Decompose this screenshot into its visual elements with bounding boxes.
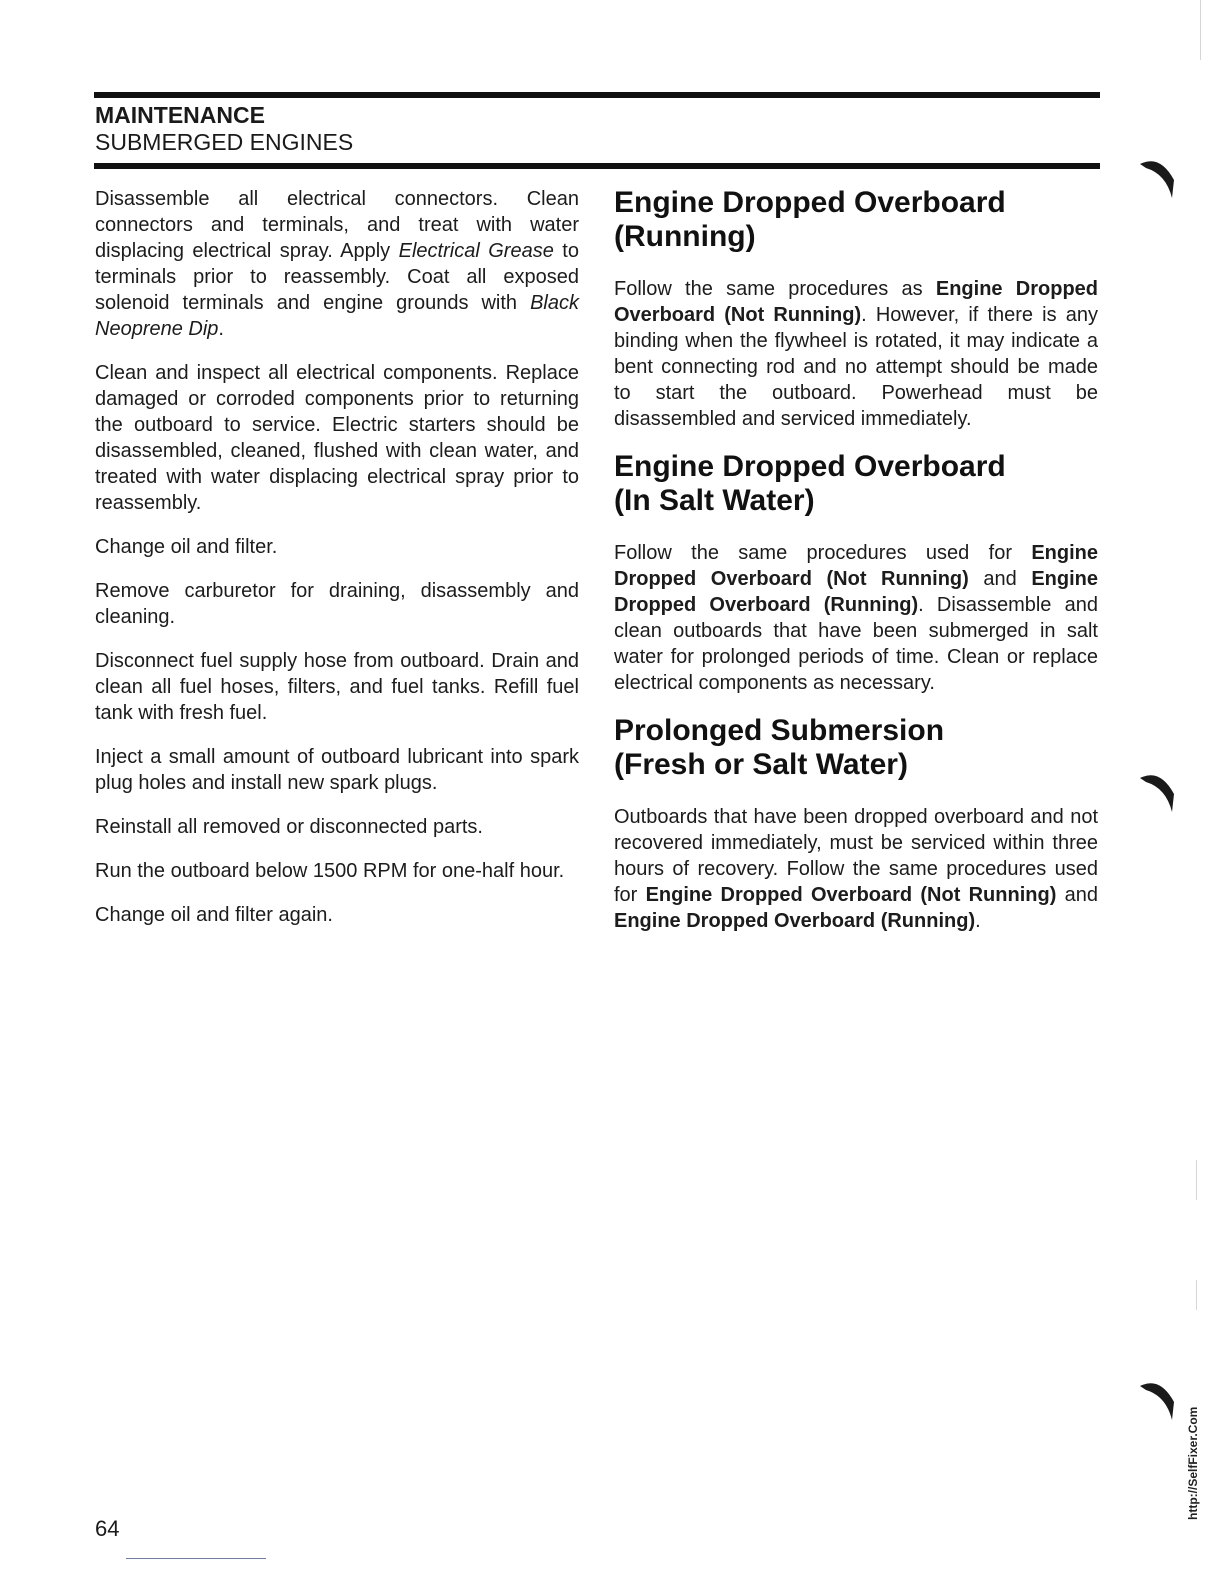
procedure-section	[614, 450, 1098, 696]
section-heading-line: (Running)	[614, 220, 756, 253]
text-run: and	[1056, 884, 1098, 906]
text-run: Change oil and filter again.	[95, 904, 333, 926]
body-paragraph	[95, 578, 579, 630]
text-run: Inject a small amount of outboard lubricant into spark plug holes and install new spark plugs.	[95, 746, 579, 794]
header-rule-bottom	[94, 163, 1100, 169]
body-paragraph	[95, 902, 579, 928]
section-heading	[614, 450, 1098, 518]
text-run: Disconnect fuel supply hose from outboard. Drain and clean all fuel hoses, filters, and fuel tanks. Refill fuel tank with fresh fuel.	[95, 650, 579, 724]
text-run: .	[975, 910, 981, 932]
text-run: Outboards that have been dropped overboard and not recovered immediately, must be serviced within three hours of recovery. Follow the same procedures used for	[614, 806, 1098, 906]
text-run: Change oil and filter.	[95, 536, 278, 558]
cross-reference-text: Engine Dropped Overboard (Running)	[614, 568, 1098, 616]
binder-hole-mark-middle	[1138, 768, 1178, 812]
text-run: . Disassemble and clean outboards that have been submerged in salt water for prolonged periods of time. Clean or replace electrical components as necessary.	[614, 594, 1098, 694]
cross-reference-text: Engine Dropped Overboard (Not Running)	[614, 542, 1098, 590]
text-run: Disassemble all electrical connectors. Clean connectors and terminals, and treat with water displacing electrical spray. Apply	[95, 188, 579, 262]
binder-hole-mark-top	[1138, 154, 1178, 198]
text-run: Follow the same procedures as	[614, 278, 936, 300]
text-run: . However, if there is any binding when the flywheel is rotated, it may indicate a bent connecting rod and no attempt should be made to start the outboard. Powerhead must be disassembled and serviced immediately.	[614, 304, 1099, 430]
left-column	[95, 186, 579, 946]
procedure-section	[614, 714, 1098, 934]
page-number: 64	[95, 1516, 120, 1541]
text-run: Follow the same procedures used for	[614, 542, 1032, 564]
section-heading	[614, 186, 1098, 254]
text-run: .	[218, 318, 224, 340]
text-run: Remove carburetor for draining, disassembly and cleaning.	[95, 580, 579, 628]
body-paragraph	[95, 858, 579, 884]
body-paragraph	[95, 534, 579, 560]
header-rule-top	[94, 92, 1100, 98]
text-run: Clean and inspect all electrical components. Replace damaged or corroded components prior to returning the outboard to service. Electric starters should be disassembled, cleaned, flushed with clean water, and treated with water displacing electrical spray prior to reassembly.	[95, 362, 579, 514]
text-run: to terminals prior to reassembly. Coat all exposed solenoid terminals and engine grounds with	[95, 240, 579, 314]
section-heading-line: Prolonged Submersion	[614, 714, 945, 747]
text-run: Reinstall all removed or disconnected parts.	[95, 816, 483, 838]
body-paragraph	[614, 276, 1098, 432]
cross-reference-text: Engine Dropped Overboard (Not Running)	[645, 884, 1057, 906]
section-heading-line: Engine Dropped Overboard	[614, 186, 1006, 219]
text-run: Run the outboard below 1500 RPM for one-half hour.	[95, 860, 565, 882]
body-paragraph	[95, 814, 579, 840]
section-subtitle: SUBMERGED ENGINES	[95, 129, 354, 155]
scan-edge-tick	[1196, 1160, 1197, 1200]
page-header	[95, 102, 353, 156]
cross-reference-text: Engine Dropped Overboard (Not Running)	[614, 278, 1098, 326]
footer-line	[126, 1558, 266, 1559]
section-title: MAINTENANCE	[95, 102, 265, 128]
scan-edge-tick	[1200, 0, 1201, 60]
right-column	[614, 186, 1098, 952]
scan-edge-tick	[1196, 1280, 1197, 1310]
text-run: and	[968, 568, 1032, 590]
body-paragraph	[95, 186, 579, 342]
section-heading-line: (Fresh or Salt Water)	[614, 748, 908, 781]
cross-reference-text: Engine Dropped Overboard (Running)	[614, 910, 976, 932]
body-paragraph	[95, 648, 579, 726]
body-paragraph	[95, 744, 579, 796]
section-heading-line: (In Salt Water)	[614, 484, 815, 517]
binder-hole-mark-bottom	[1138, 1376, 1178, 1420]
procedure-section	[614, 186, 1098, 432]
product-name-text: Black Neoprene Dip	[95, 292, 579, 340]
body-paragraph	[95, 360, 579, 516]
body-paragraph	[614, 804, 1098, 934]
watermark: http://SelfFixer.Com	[1186, 1406, 1200, 1520]
product-name-text: Electrical Grease	[398, 240, 554, 262]
section-heading-line: Engine Dropped Overboard	[614, 450, 1006, 483]
body-paragraph	[614, 540, 1098, 696]
section-heading	[614, 714, 1098, 782]
